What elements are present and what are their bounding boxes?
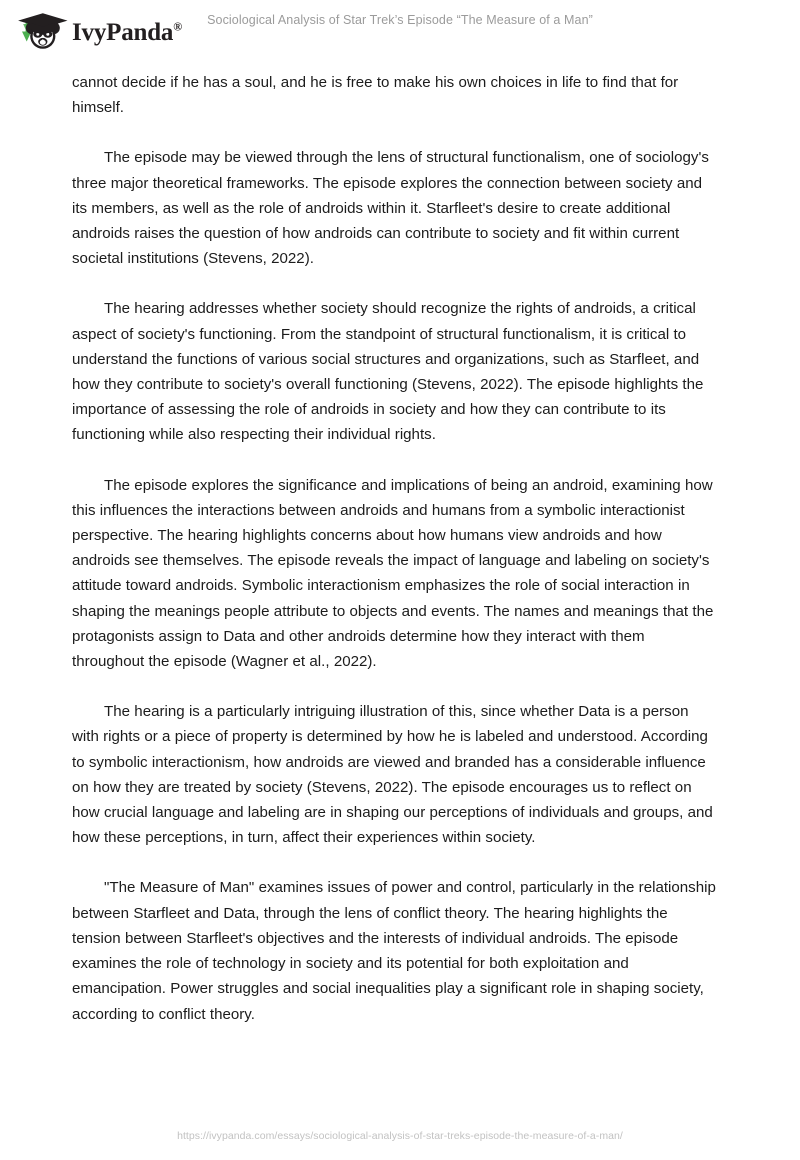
- paragraph: The hearing addresses whether society should recognize the rights of androids, a critical aspect of society's functioning. From the standpoint of structural functionalism, it is critical to understand the functions of various social structures and organizations, such as Starfleet, and how they contribute to society's overall functioning (Stevens, 2022). The episode highlights the importance of assessing the role of androids in society and how they can contribute to its functioning while also respecting their individual rights.: [72, 300, 704, 444]
- paragraph: The episode explores the significance and implications of being an android, examining how this influences the interactions between androids and humans from a symbolic interactionist perspective. The hearing highlights concerns about how humans view androids and how androids see themselves. The episode reveals the impact of language and labeling on society's attitude toward androids. Symbolic interactionism emphasizes the role of social interaction in shaping the meanings people attribute to objects and events. The names and meanings that the protagonists assign to Data and other androids determine how they interact with them throughout the episode (Wagner et al., 2022).: [72, 476, 714, 671]
- paragraph: The episode may be viewed through the lens of structural functionalism, one of sociology's three major theoretical frameworks. The episode explores the connection between society and its members, as well as the role of androids within it. Starfleet's desire to create additional androids raises the question of how androids can contribute to society and fit within current societal institutions (Stevens, 2022).: [72, 149, 709, 268]
- document-title-header: Sociological Analysis of Star Trek’s Episode “The Measure of a Man”: [207, 13, 593, 27]
- page-footer: [0, 1126, 800, 1144]
- paragraph: The hearing is a particularly intriguing illustration of this, since whether Data is a person with rights or a piece of property is determined by how he is labeled and understood. According to symbolic interactionism, how androids are viewed and branded has a considerable influence on how they are treated by society (Stevens, 2022). The episode encourages us to reflect on how crucial language and labeling are in shaping our perceptions of individuals and groups, and how these perceptions, in turn, affect their experiences within society.: [72, 703, 713, 847]
- paragraph: cannot decide if he has a soul, and he is free to make his own choices in life to find that for himself.: [72, 74, 679, 117]
- paragraph: "The Measure of Man" examines issues of power and control, particularly in the relationship between Starfleet and Data, through the lens of conflict theory. The hearing highlights the tension between Starfleet's objectives and the interests of individual androids. The episode examines the role of technology in society and its potential for both exploitation and emancipation. Power struggles and social inequalities play a significant role in shaping society, according to conflict theory.: [72, 879, 716, 1023]
- brand-name-text: IvyPanda: [72, 18, 174, 46]
- registered-trademark-mark: ®: [173, 19, 182, 34]
- document-content: [72, 70, 718, 1027]
- page-header: [0, 0, 800, 62]
- source-url-link[interactable]: https://ivypanda.com/essays/sociological-analysis-of-star-treks-episode-the-measure-of-a-man/: [177, 1130, 623, 1142]
